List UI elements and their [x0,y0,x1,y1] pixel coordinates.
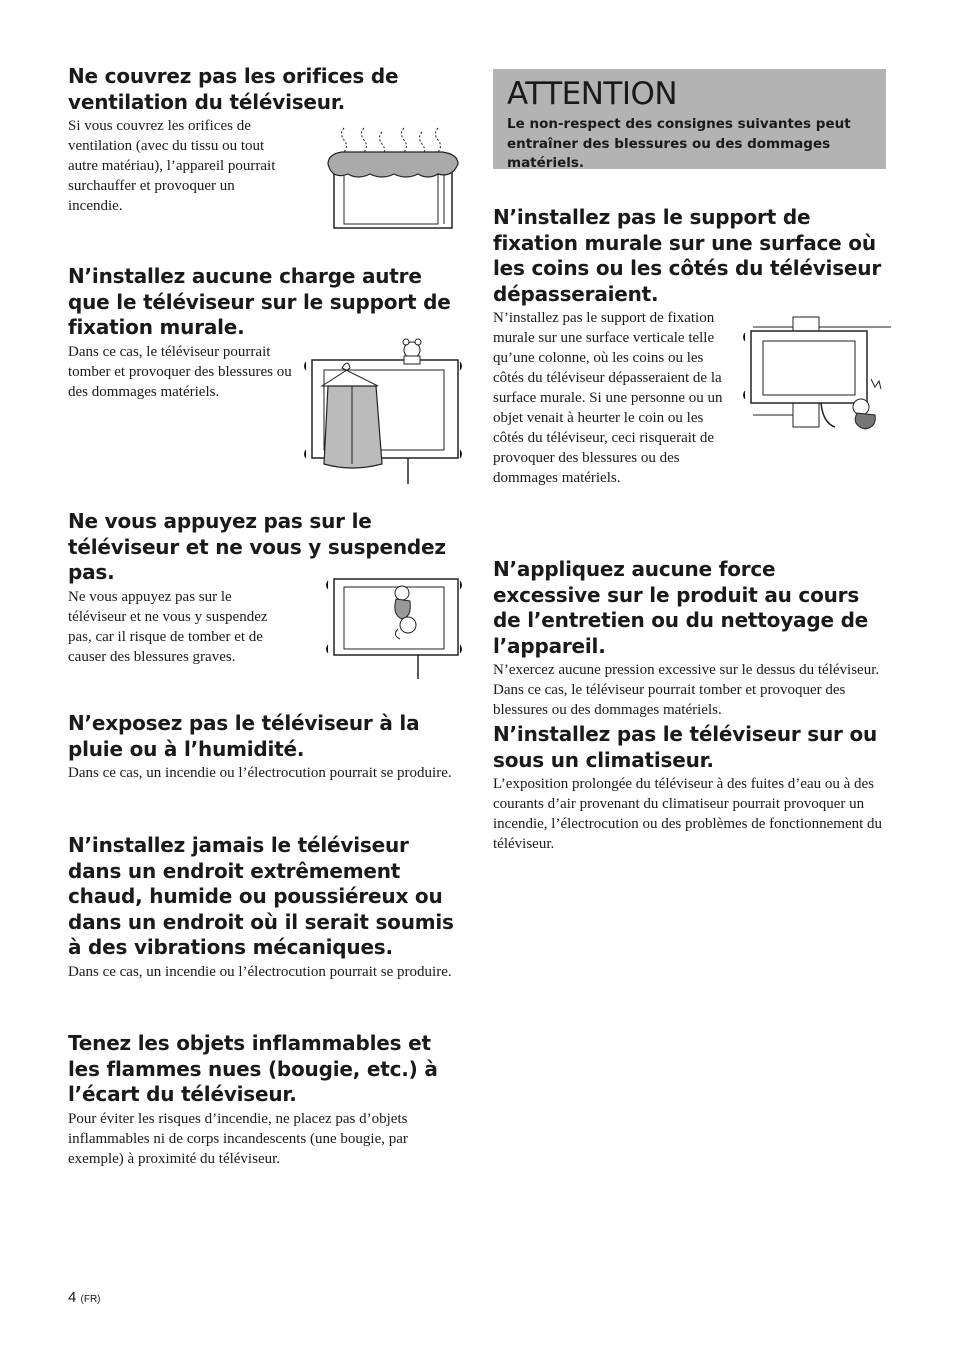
section-title: N’installez pas le support de fixation murale sur une surface où les coins ou les côtés du téléviseur dépasseraient. [493,205,881,306]
section-title: Tenez les objets inflammables et les flammes nues (bougie, etc.) à l’écart du téléviseur. [68,1031,438,1106]
section-body: Dans ce cas, un incendie ou l’électrocution pourrait se produire. [68,963,452,980]
section-no-force [493,557,886,722]
column-mount-illustration [743,315,891,435]
section-body: Dans ce cas, un incendie ou l’électrocution pourrait se produire. [68,765,452,781]
section-flammables [68,1031,460,1169]
section-title: Ne vous appuyez pas sur le téléviseur et ne vous y suspendez pas. [68,509,446,584]
left-column [68,64,460,1169]
section-title: N’installez aucune charge autre que le téléviseur sur le support de fixation murale. [68,264,451,339]
attention-title: ATTENTION [507,76,678,112]
section-no-load [68,264,460,509]
section-title: Ne couvrez pas les orifices de ventilation du téléviseur. [68,64,399,114]
section-no-lean [68,509,460,711]
section-rain [68,711,460,833]
section-body: Ne vous appuyez pas sur le téléviseur et ne vous y suspendez pas, car il risque de tomber et de causer des blessures graves. [68,588,268,665]
covered-tv-illustration [324,124,464,232]
section-wall-mount-surface [493,205,886,557]
attention-banner [493,69,886,169]
section-ventilation [68,64,460,264]
section-body: L’exposition prolongée du téléviseur à des fuites d’eau ou à des courants d’air provenant du climatiseur pourrait provoquer un incendie, l’électrocution ou des problèmes de fonctionnement du téléviseur. [493,776,883,852]
section-title: N’installez jamais le téléviseur dans un endroit extrêmement chaud, humide ou poussiéreux ou dans un endroit où il serait soumis à des vibrations mécaniques. [68,833,454,959]
section-title: N’installez pas le téléviseur sur ou sous un climatiseur. [493,722,878,772]
section-title: N’exposez pas le téléviseur à la pluie ou à l’humidité. [68,711,420,761]
child-hanging-tv-illustration [326,569,462,681]
page-number [68,1289,101,1306]
page-number-value: 4 [68,1289,77,1306]
section-body: N’installez pas le support de fixation murale sur une surface verticale telle qu’une colonne, où les coins ou les côtés du téléviseur dépasseraient de la surface murale. Si une personne ou un objet venait à heurter le coin ou les côtés du téléviseur, ceci risquerait de provoquer des blessures ou des dommages matériels. [493,310,723,486]
section-body: Pour éviter les risques d’incendie, ne placez pas d’objets inflammables ni de corps incandescents (une bougie, par exemple) à proximité du téléviseur. [68,1110,408,1167]
section-title: N’appliquez aucune force excessive sur le produit au cours de l’entretien ou du nettoyage de l’appareil. [493,557,869,658]
section-body: N’exercez aucune pression excessive sur le dessus du téléviseur. Dans ce cas, le téléviseur pourrait tomber et provoquer des blessures ou des dommages matériels. [493,662,880,718]
section-body: Dans ce cas, le téléviseur pourrait tomber et provoquer des blessures ou des dommages matériels. [68,343,292,400]
section-body: Si vous couvrez les orifices de ventilation (avec du tissu ou tout autre matériau), l’appareil pourrait surchauffer et provoquer un incendie. [68,118,276,214]
attention-subtitle: Le non-respect des consignes suivantes peut entraîner des blessures ou des dommages matériels. [507,116,851,171]
section-air-conditioner [493,722,886,854]
coat-on-tv-illustration [304,338,462,486]
section-environment [68,833,460,1031]
right-column [493,69,886,854]
language-code: (FR) [80,1294,101,1305]
